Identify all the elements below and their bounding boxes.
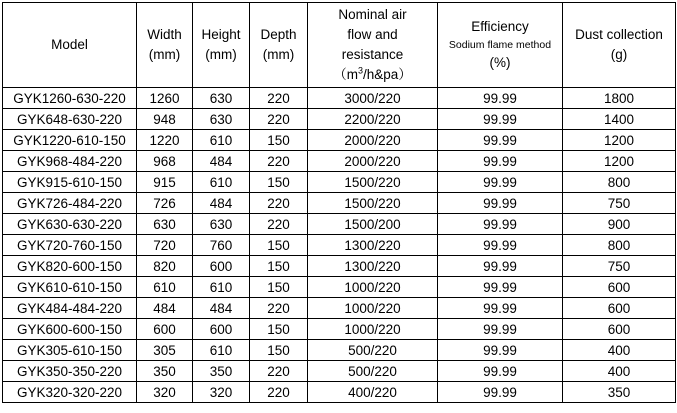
cell-height: 760 [193,235,250,256]
header-row [3,3,676,88]
cell-width: 305 [137,340,193,361]
header-model [3,3,137,88]
cell-model: GYK350-350-220 [3,361,137,382]
cell-depth: 150 [250,277,308,298]
cell-airflow: 1500/200 [308,214,438,235]
cell-depth: 150 [250,319,308,340]
cell-depth: 220 [250,193,308,214]
cell-height: 600 [193,256,250,277]
cell-airflow: 2000/220 [308,130,438,151]
cell-depth: 220 [250,88,308,109]
cell-height: 630 [193,109,250,130]
cell-dust: 1200 [563,130,676,151]
table-row [3,382,676,403]
table-body [3,88,676,403]
cell-depth: 150 [250,340,308,361]
cell-height: 484 [193,298,250,319]
cell-height: 484 [193,193,250,214]
header-airflow-unit [308,65,437,85]
table-row [3,130,676,151]
cell-efficiency: 99.99 [438,235,563,256]
filter-spec-table [2,2,676,403]
cell-width: 320 [137,382,193,403]
cell-efficiency: 99.99 [438,340,563,361]
header-efficiency-label: Efficiency [471,19,529,34]
header-height-label: Height [201,27,241,42]
cell-airflow: 2000/220 [308,151,438,172]
cell-model: GYK726-484-220 [3,193,137,214]
cell-dust: 800 [563,235,676,256]
table-row [3,340,676,361]
cell-model: GYK320-320-220 [3,382,137,403]
header-dust-unit: (g) [610,47,628,62]
table-row [3,235,676,256]
cell-airflow: 500/220 [308,361,438,382]
header-dust [563,3,676,88]
cell-width: 600 [137,319,193,340]
cell-airflow: 2200/220 [308,109,438,130]
table-row [3,298,676,319]
cell-height: 600 [193,319,250,340]
cell-dust: 1400 [563,109,676,130]
header-width-label: Width [147,27,182,42]
cell-model: GYK915-610-150 [3,172,137,193]
header-airflow-unit-sup: 3 [357,65,363,76]
cell-dust: 600 [563,298,676,319]
cell-width: 968 [137,151,193,172]
table-row [3,361,676,382]
cell-width: 1260 [137,88,193,109]
cell-airflow: 1300/220 [308,235,438,256]
cell-efficiency: 99.99 [438,172,563,193]
header-depth-label: Depth [260,27,297,42]
table-row [3,172,676,193]
cell-width: 1220 [137,130,193,151]
cell-dust: 900 [563,214,676,235]
header-airflow [308,3,438,88]
cell-model: GYK630-630-220 [3,214,137,235]
cell-model: GYK968-484-220 [3,151,137,172]
cell-efficiency: 99.99 [438,319,563,340]
cell-height: 610 [193,130,250,151]
header-airflow-unit-pre: （m [333,67,358,82]
cell-airflow: 1300/220 [308,256,438,277]
cell-model: GYK484-484-220 [3,298,137,319]
cell-dust: 750 [563,256,676,277]
cell-dust: 750 [563,193,676,214]
cell-model: GYK648-630-220 [3,109,137,130]
cell-dust: 1800 [563,88,676,109]
header-efficiency [438,3,563,88]
cell-airflow: 1500/220 [308,193,438,214]
table-row [3,151,676,172]
cell-depth: 150 [250,172,308,193]
cell-model: GYK610-610-150 [3,277,137,298]
header-airflow-line1: Nominal air [338,7,407,22]
header-height [193,3,250,88]
cell-height: 610 [193,340,250,361]
cell-depth: 150 [250,256,308,277]
cell-depth: 220 [250,109,308,130]
cell-dust: 1200 [563,151,676,172]
cell-height: 320 [193,382,250,403]
cell-height: 630 [193,88,250,109]
cell-dust: 400 [563,361,676,382]
table-row [3,88,676,109]
header-width [137,3,193,88]
cell-airflow: 3000/220 [308,88,438,109]
table-row [3,214,676,235]
cell-efficiency: 99.99 [438,88,563,109]
header-efficiency-unit: (%) [489,55,511,70]
header-airflow-line2: flow and [347,27,398,42]
cell-efficiency: 99.99 [438,298,563,319]
cell-efficiency: 99.99 [438,193,563,214]
table-row [3,256,676,277]
cell-efficiency: 99.99 [438,277,563,298]
cell-width: 350 [137,361,193,382]
cell-width: 630 [137,214,193,235]
cell-efficiency: 99.99 [438,151,563,172]
cell-height: 610 [193,277,250,298]
cell-depth: 220 [250,151,308,172]
cell-efficiency: 99.99 [438,361,563,382]
cell-width: 915 [137,172,193,193]
cell-width: 720 [137,235,193,256]
cell-width: 726 [137,193,193,214]
cell-depth: 220 [250,382,308,403]
table-row [3,319,676,340]
cell-dust: 600 [563,277,676,298]
header-width-unit: (mm) [148,47,181,62]
cell-dust: 400 [563,340,676,361]
cell-efficiency: 99.99 [438,256,563,277]
cell-depth: 220 [250,298,308,319]
cell-efficiency: 99.99 [438,130,563,151]
cell-height: 350 [193,361,250,382]
cell-depth: 150 [250,235,308,256]
cell-model: GYK1220-610-150 [3,130,137,151]
header-airflow-line3: resistance [341,47,404,62]
cell-airflow: 1000/220 [308,298,438,319]
header-depth [250,3,308,88]
header-airflow-unit-post: /h&pa） [362,67,412,82]
header-height-unit: (mm) [205,47,237,62]
header-dust-label: Dust collection [575,27,663,42]
cell-efficiency: 99.99 [438,214,563,235]
cell-dust: 350 [563,382,676,403]
table-row [3,109,676,130]
cell-height: 484 [193,151,250,172]
cell-airflow: 1000/220 [308,319,438,340]
cell-width: 610 [137,277,193,298]
cell-width: 948 [137,109,193,130]
header-depth-unit: (mm) [262,47,295,62]
cell-dust: 600 [563,319,676,340]
cell-depth: 220 [250,214,308,235]
cell-airflow: 400/220 [308,382,438,403]
cell-model: GYK720-760-150 [3,235,137,256]
cell-dust: 800 [563,172,676,193]
cell-model: GYK1260-630-220 [3,88,137,109]
cell-model: GYK305-610-150 [3,340,137,361]
cell-airflow: 1500/220 [308,172,438,193]
cell-height: 610 [193,172,250,193]
table-header [3,3,676,88]
cell-width: 820 [137,256,193,277]
cell-width: 484 [137,298,193,319]
table-row [3,277,676,298]
cell-model: GYK600-600-150 [3,319,137,340]
cell-airflow: 1000/220 [308,277,438,298]
cell-depth: 150 [250,130,308,151]
cell-depth: 220 [250,361,308,382]
spec-table-container [2,2,676,403]
cell-efficiency: 99.99 [438,109,563,130]
table-row [3,193,676,214]
cell-efficiency: 99.99 [438,382,563,403]
header-model-label: Model [51,37,88,52]
cell-height: 630 [193,214,250,235]
cell-model: GYK820-600-150 [3,256,137,277]
cell-airflow: 500/220 [308,340,438,361]
header-efficiency-method: Sodium flame method [448,39,552,51]
